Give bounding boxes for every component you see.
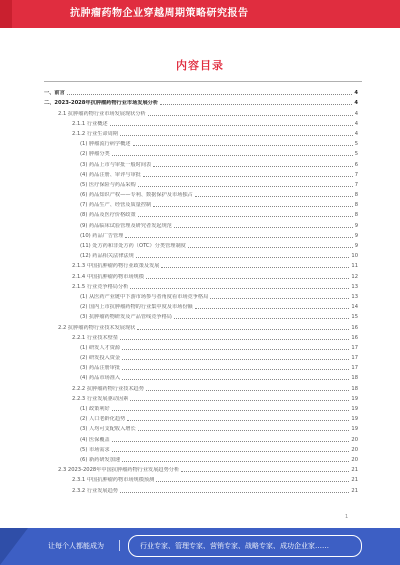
toc-entry-title: 2.1.5 行业竞争格局分析 xyxy=(72,283,129,290)
toc-entry-page: 9 xyxy=(354,243,358,249)
toc-entry-page: 18 xyxy=(351,385,358,392)
toc-leader-dots xyxy=(195,307,350,309)
toc-entry[interactable] xyxy=(44,198,358,208)
toc-entry-title: (3) 药品上市与审批一般时间表 xyxy=(80,161,152,168)
toc-entry-page: 9 xyxy=(354,222,358,229)
toc-leader-dots xyxy=(146,277,349,279)
toc-entry-page: 17 xyxy=(351,355,358,362)
toc-entry-title: (6) 新药研发加速 xyxy=(80,456,121,463)
toc-entry-title: 2.3 2023-2028年中国抗肿瘤药物行业发展趋势分析 xyxy=(58,467,180,474)
toc-leader-dots xyxy=(136,256,350,258)
toc-entry-page: 4 xyxy=(354,90,358,97)
toc-entry[interactable] xyxy=(44,392,358,402)
toc-leader-dots xyxy=(112,450,350,452)
toc-entry-page: 12 xyxy=(351,273,358,280)
toc-entry-page: 19 xyxy=(351,406,358,412)
toc-entry-page: 9 xyxy=(354,232,358,239)
toc-entry-page: 4 xyxy=(354,120,358,127)
toc-leader-dots xyxy=(174,317,349,319)
toc-entry-title: (1) 研发人才资源 xyxy=(80,344,121,351)
toc-entry-title: (4) 药品市场准入 xyxy=(80,375,121,382)
toc-entry-title: 2.2.2 抗肿瘤药物行业技术趋势 xyxy=(72,385,144,392)
table-of-contents xyxy=(44,86,358,494)
toc-entry[interactable] xyxy=(44,300,358,310)
toc-entry[interactable] xyxy=(44,331,358,341)
toc-entry[interactable] xyxy=(44,218,358,228)
toc-entry[interactable] xyxy=(44,453,358,463)
toc-entry-title: 2.1.2 行业生命周期 xyxy=(72,130,118,137)
toc-entry-page: 6 xyxy=(354,161,358,168)
toc-entry[interactable] xyxy=(44,422,358,432)
toc-leader-dots xyxy=(125,236,352,238)
toc-leader-dots xyxy=(138,185,353,187)
toc-entry-page: 5 xyxy=(354,141,358,148)
toc-leader-dots xyxy=(156,480,349,482)
toc-entry-title: (3) 抗肿瘤药物研发及产品管线竞争格局 xyxy=(80,314,172,321)
toc-entry-title: 2.2.1 行业技术壁垒 xyxy=(72,334,118,341)
toc-entry-title: 二、2023-2028年抗肿瘤药物行业市场发展分析 xyxy=(44,100,159,107)
toc-entry-title: (2) 国内上市抗肿瘤药物的行业集中度及市场份额 xyxy=(80,304,193,311)
toc-leader-dots xyxy=(138,429,350,431)
toc-entry-page: 18 xyxy=(351,375,358,382)
toc-entry-title: (9) 药品临床试验管理及研究者发起规范 xyxy=(80,222,172,229)
toc-entry[interactable] xyxy=(44,341,358,351)
toc-leader-dots xyxy=(120,134,353,136)
toc-entry[interactable] xyxy=(44,168,358,178)
toc-entry-page: 21 xyxy=(351,477,358,484)
toc-entry-title: (4) 医保覆盖 xyxy=(80,436,110,443)
toc-entry[interactable] xyxy=(44,351,358,361)
toc-entry-page: 19 xyxy=(351,426,358,433)
toc-entry[interactable] xyxy=(44,229,358,239)
toc-entry-page: 7 xyxy=(354,181,358,188)
toc-entry-page: 17 xyxy=(351,344,358,351)
toc-entry[interactable] xyxy=(44,208,358,218)
toc-entry[interactable] xyxy=(44,239,358,249)
toc-entry[interactable] xyxy=(44,280,358,290)
toc-leader-dots xyxy=(112,409,350,411)
toc-entry-title: (3) 人均可支配收入增长 xyxy=(80,426,136,433)
toc-leader-dots xyxy=(122,368,349,370)
toc-entry-title: 2.2.3 行业发展驱动因素 xyxy=(72,395,129,402)
toc-leader-dots xyxy=(122,358,349,360)
toc-entry-page: 11 xyxy=(351,263,358,270)
toc-leader-dots xyxy=(181,470,349,472)
toc-leader-dots xyxy=(210,297,349,299)
toc-entry[interactable] xyxy=(44,86,358,96)
toc-entry[interactable] xyxy=(44,269,358,279)
toc-entry[interactable] xyxy=(44,432,358,442)
report-header xyxy=(0,0,400,28)
toc-divider xyxy=(44,81,362,82)
toc-entry-page: 13 xyxy=(351,293,358,300)
toc-entry[interactable] xyxy=(44,290,358,300)
report-title: 抗肿瘤药物企业穿越周期策略研究报告 xyxy=(70,8,249,19)
toc-entry-page: 15 xyxy=(351,314,358,321)
toc-leader-dots xyxy=(133,144,353,146)
toc-leader-dots xyxy=(146,389,349,391)
toc-leader-dots xyxy=(127,419,349,421)
toc-entry-page: 8 xyxy=(354,212,358,219)
toc-entry[interactable] xyxy=(44,117,358,127)
toc-leader-dots xyxy=(120,338,349,340)
toc-entry-title: 2.2 抗肿瘤药物行业技术发展现状 xyxy=(58,324,136,331)
toc-entry-page: 17 xyxy=(351,365,358,372)
toc-entry-title: 2.1.3 中国抗肿瘤药物行业政策及发展 xyxy=(72,263,160,270)
toc-entry-title: (5) 市场需求 xyxy=(80,446,110,453)
toc-entry-title: 2.1 抗肿瘤药物行业市场发展现状分析 xyxy=(58,110,146,117)
toc-entry-page: 16 xyxy=(351,324,358,331)
toc-heading: 内容目录 xyxy=(176,59,224,72)
toc-entry-page: 14 xyxy=(351,304,358,311)
toc-entry[interactable] xyxy=(44,96,358,106)
toc-entry[interactable] xyxy=(44,320,358,330)
toc-entry-page: 4 xyxy=(354,130,358,137)
toc-entry-page: 20 xyxy=(351,446,358,453)
footer-accent-wedge xyxy=(0,528,28,565)
toc-entry[interactable] xyxy=(44,249,358,259)
toc-leader-dots xyxy=(112,440,350,442)
toc-entry[interactable] xyxy=(44,178,358,188)
toc-entry[interactable] xyxy=(44,473,358,483)
toc-entry-page: 8 xyxy=(354,192,358,199)
toc-entry[interactable] xyxy=(44,147,358,157)
toc-entry-page: 16 xyxy=(351,334,358,341)
toc-entry-title: (7) 药品生产、经营及质量控制 xyxy=(80,202,152,209)
toc-leader-dots xyxy=(122,378,349,380)
toc-entry-page: 10 xyxy=(351,253,358,260)
toc-entry[interactable] xyxy=(44,483,358,493)
toc-entry[interactable] xyxy=(44,188,358,198)
footer-roles: 行业专家、管理专家、营销专家、战略专家、成功企业家…… xyxy=(140,542,329,550)
toc-entry-page: 5 xyxy=(354,151,358,158)
footer-banner xyxy=(0,528,400,565)
toc-entry-page: 21 xyxy=(351,467,358,474)
toc-leader-dots xyxy=(160,103,352,105)
toc-entry[interactable] xyxy=(44,412,358,422)
toc-entry-page: 13 xyxy=(351,283,358,290)
toc-entry-title: (2) 肿瘤分类 xyxy=(80,151,110,158)
toc-entry-title: (1) 肿瘤流行病学概述 xyxy=(80,141,131,148)
toc-entry-title: (5) 医疗保险与药品采购 xyxy=(80,181,136,188)
toc-leader-dots xyxy=(120,491,349,493)
toc-entry-title: (10) 药品广告管理 xyxy=(80,232,124,239)
toc-entry[interactable] xyxy=(44,106,358,116)
toc-leader-dots xyxy=(137,328,349,330)
toc-entry-title: (6) 药品知识产权——专利、数据保护及市场独占 xyxy=(80,192,193,199)
footer-slogan: 让每个人都能成为 xyxy=(48,542,104,550)
toc-entry-title: (11) 处方药和非处方药（OTC）分类管理制度 xyxy=(80,243,186,249)
toc-entry[interactable] xyxy=(44,157,358,167)
toc-leader-dots xyxy=(122,460,349,462)
toc-entry-title: (1) 从医药产业链中下游市场参与者角度看市场竞争格局 xyxy=(80,293,209,300)
toc-entry-page: 21 xyxy=(351,487,358,494)
toc-leader-dots xyxy=(130,287,349,289)
toc-entry-page: 8 xyxy=(354,202,358,209)
toc-entry[interactable] xyxy=(44,402,358,412)
footer-divider xyxy=(119,540,120,551)
toc-entry-title: 2.3.1 中国抗肿瘤药物市场规模预测 xyxy=(72,477,155,484)
toc-leader-dots xyxy=(110,124,353,126)
toc-entry-title: 一、前言 xyxy=(44,90,65,97)
toc-entry-title: 2.1.4 中国抗肿瘤药物市场规模 xyxy=(72,273,144,280)
toc-entry-title: 2.3.2 行业发展趋势 xyxy=(72,487,118,494)
toc-entry-title: (4) 药品注册、审评与审批 xyxy=(80,171,141,178)
toc-entry[interactable] xyxy=(44,137,358,147)
toc-entry-title: (2) 研发投入资金 xyxy=(80,355,121,362)
toc-leader-dots xyxy=(112,154,353,156)
toc-entry[interactable] xyxy=(44,381,358,391)
toc-entry-page: 20 xyxy=(351,456,358,463)
toc-leader-dots xyxy=(153,165,352,167)
toc-entry-page: 20 xyxy=(351,436,358,443)
toc-entry-title: (8) 药品及医疗价格政策 xyxy=(80,212,136,219)
toc-entry-title: (1) 政策利好 xyxy=(80,406,110,412)
toc-leader-dots xyxy=(122,348,349,350)
toc-leader-dots xyxy=(161,266,349,268)
toc-leader-dots xyxy=(195,195,353,197)
toc-entry[interactable] xyxy=(44,259,358,269)
toc-entry-page: 19 xyxy=(351,395,358,402)
toc-entry[interactable] xyxy=(44,463,358,473)
toc-leader-dots xyxy=(67,93,353,95)
toc-leader-dots xyxy=(148,114,353,116)
toc-entry-page: 4 xyxy=(354,100,358,107)
toc-entry[interactable] xyxy=(44,361,358,371)
toc-leader-dots xyxy=(174,226,353,228)
toc-entry-page: 4 xyxy=(354,110,358,117)
toc-leader-dots xyxy=(188,246,353,248)
toc-entry[interactable] xyxy=(44,127,358,137)
toc-leader-dots xyxy=(138,215,353,217)
toc-entry-title: 2.1.1 行业概述 xyxy=(72,120,108,127)
toc-entry[interactable] xyxy=(44,371,358,381)
toc-entry-page: 19 xyxy=(351,416,358,423)
toc-entry-page: 7 xyxy=(354,171,358,178)
toc-entry[interactable] xyxy=(44,310,358,320)
page-marker: 1 xyxy=(345,514,349,520)
toc-leader-dots xyxy=(143,175,353,177)
toc-leader-dots xyxy=(153,205,352,207)
toc-entry[interactable] xyxy=(44,443,358,453)
header-accent-stripe xyxy=(0,0,12,28)
toc-leader-dots xyxy=(130,399,349,401)
toc-entry-title: (3) 药品注册审批 xyxy=(80,365,121,372)
toc-entry-title: (12) 药品相关法律法规 xyxy=(80,253,134,260)
toc-entry-title: (2) 人口老龄化趋势 xyxy=(80,416,126,423)
